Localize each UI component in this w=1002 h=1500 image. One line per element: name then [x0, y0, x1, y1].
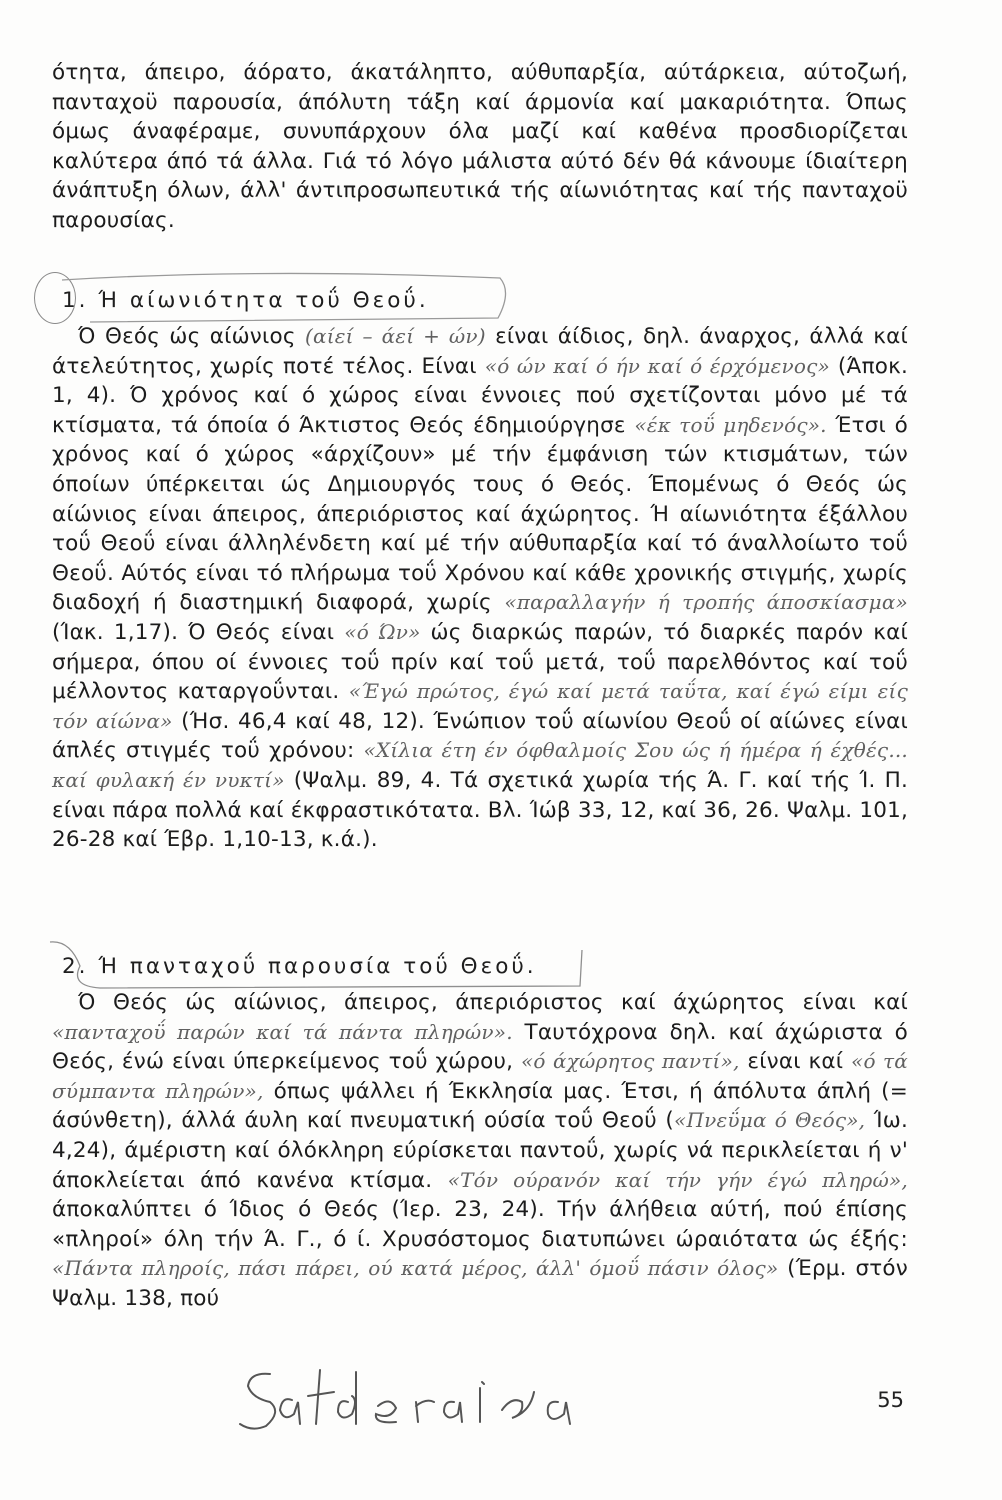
s1-text-8: (Ψαλμ. 89, 4. Τά σχετικά χωρία τής Ά. Γ. καί τής Ί. Π. είναι πάρα πολλά καί έκφραστικότατα. Βλ. Ίώβ 33, 12, καί 36, 26. Ψαλμ. 101, 26-28 καί Έβρ. 1,10-13, κ.ά.). [52, 767, 908, 853]
intro-paragraph [52, 58, 908, 236]
section-1-heading [62, 288, 429, 313]
s1-quote-6: «Έγώ πρώτος, έγώ καί μετά ταΰτα, καί έγώ είμι είς τόν αίώνα» [52, 679, 908, 733]
section-1-paragraph [52, 322, 908, 855]
s2-quote-6: «Πάντα πληροίς, πάσι πάρει, ού κατά μέρος, άλλ' όμοΰ πάσιν όλος» [52, 1256, 779, 1281]
s1-text-1: Ό Θεός ώς αίώνιος [78, 324, 296, 349]
section-2-paragraph [52, 988, 908, 1314]
section-2-title: Ή πανταχοΰ παρουσία τοΰ Θεοΰ. [98, 954, 537, 979]
section-2-body [52, 988, 908, 1314]
s1-text-7: (Ήσ. 46,4 καί 48, 12). Ένώπιον τοΰ αίωνίου Θεοΰ οί αίώνες είναι άπλές στιγμές τοΰ χρόνου: [52, 708, 908, 764]
section-2-heading [62, 954, 537, 979]
section-1-title: Ή αίωνιότητα τοΰ Θεοΰ. [98, 288, 429, 313]
handwritten-signature [230, 1352, 610, 1442]
s2-text-2: Ταυτόχρονα δηλ. καί άχώριστα ό Θεός, ένώ είναι ύπερκείμενος τοΰ χώρου, [52, 1019, 908, 1075]
s2-text-4: όπως ψάλλει ή Έκκλησία μας. Έτσι, ή άπόλυτα άπλή (= άσύνθετη), άλλά άυλη καί πνευματική ούσία τοΰ Θεοΰ ( [52, 1078, 908, 1134]
s2-text-1: Ό Θεός ώς αίώνιος, άπειρος, άπεριόριστος καί άχώρητος είναι καί [78, 990, 908, 1015]
s2-text-3: είναι καί [747, 1049, 844, 1075]
s2-quote-5: «Τόν ούρανόν καί τήν γήν έγώ πληρώ», [447, 1167, 908, 1192]
s1-quote-7: «Χίλια έτη έν όφθαλμοίς Σου ώς ή ήμέρα ή έχθές... καί φυλακή έν νυκτί» [52, 738, 908, 792]
page-number: 55 [877, 1388, 904, 1412]
intro-text: ότητα, άπειρο, άόρατο, άκατάληπτο, αύθυπαρξία, αύτάρκεια, αύτοζωή, πανταχοϋ παρουσία, άπόλυτη τάξη καί άρμονία καί μακαριότητα. Όπως όμως άναφέραμε, συνυπάρχουν όλα μαζί καί καθένα προσδιορίζεται καλύτερα άπό τά άλλα. Γιά τό λόγο μάλιστα αύτό δέν θά κάνουμε ίδιαίτερη άνάπτυξη όλων, άλλ' άντιπροσωπευτικά τής αίωνιότητας καί τής πανταχοϋ παρουσίας. [52, 60, 908, 233]
s1-text-3: (Άποκ. 1, 4). Ό χρόνος καί ό χώρος είναι έννοιες πού σχετίζονται μόνο μέ τά κτίσματα, τά όποία ό Άκτιστος Θεός έδημιούργησε [52, 353, 908, 438]
s1-quote-3: «έκ τοΰ μηδενός». [634, 412, 827, 437]
s1-text-5: (Ίακ. 1,17). Ό Θεός είναι [52, 619, 335, 645]
s1-quote-4: «παραλλαγήν ή τροπής άποσκίασμα» [504, 590, 908, 615]
s2-quote-1: «πανταχοΰ παρών καί τά πάντα πληρών». [52, 1019, 513, 1044]
s2-quote-2: «ό άχώρητος παντί», [521, 1049, 740, 1074]
s1-quote-1: (αίεί – άεί + ών) [305, 324, 486, 348]
section-1-body [52, 322, 908, 855]
section-2-number: 2. [62, 954, 89, 979]
s1-text-6: ώς διαρκώς παρών, τό διαρκές παρόν καί σήμερα, όπου οί έννοιες τοΰ πρίν καί τοΰ μετά, τοΰ παρελθόντος καί τοΰ μέλλοντος καταργοΰνται. [52, 619, 908, 705]
s1-quote-5: «ό Ών» [344, 619, 421, 644]
s2-text-5: Ίω. 4,24), άμέριστη καί όλόκληρη εύρίσκεται παντοΰ, χωρίς νά περικλείεται ή ν' άποκλείεται άπό κανένα κτίσμα. [52, 1108, 908, 1193]
s1-text-4: Έτσι ό χρόνος καί ό χώρος «άρχίζουν» μέ τήν έμφάνιση τών κτισμάτων, τών όποίων ύπέρκειται ώς Δημιουργός τους ό Θεός. Έπομένως ό Θεός ώς αίώνιος είναι άπειρος, άπεριόριστος καί άχώρητος. Ή αίωνιότητα έξάλλου τοΰ Θεοΰ είναι άλληλένδετη καί μέ τήν αύθυπαρξία καί τό άναλλοίωτο τοΰ Θεοΰ. Αύτός είναι τό πλήρωμα τοΰ Χρόνου καί κάθε χρονικής στιγμής, χωρίς διαδοχή ή διαστημική διαφορά, χωρίς [52, 412, 908, 616]
s2-quote-3: «ό τά σύμπαντα πληρών», [52, 1049, 909, 1103]
s2-text-7: (Έρμ. στόν Ψαλμ. 138, πού [52, 1256, 908, 1311]
s2-text-6: άποκαλύπτει ό Ίδιος ό Θεός (Ίερ. 23, 24). Τήν άλήθεια αύτή, πού έπίσης «πληροί» όλη τήν Ά. Γ., ό ί. Χρυσόστομος διατυπώνει ώραιότατα ώς έξής: [52, 1197, 908, 1252]
s1-quote-2: «ό ών καί ό ήν καί ό έρχόμενος» [484, 353, 830, 378]
section-1-number: 1. [62, 288, 89, 313]
s2-quote-4: «Πνεΰμα ό Θεός», [674, 1108, 866, 1133]
s1-text-2: είναι άίδιος, δηλ. άναρχος, άλλά καί άτελεύτητος, χωρίς ποτέ τέλος. Είναι [52, 324, 908, 379]
